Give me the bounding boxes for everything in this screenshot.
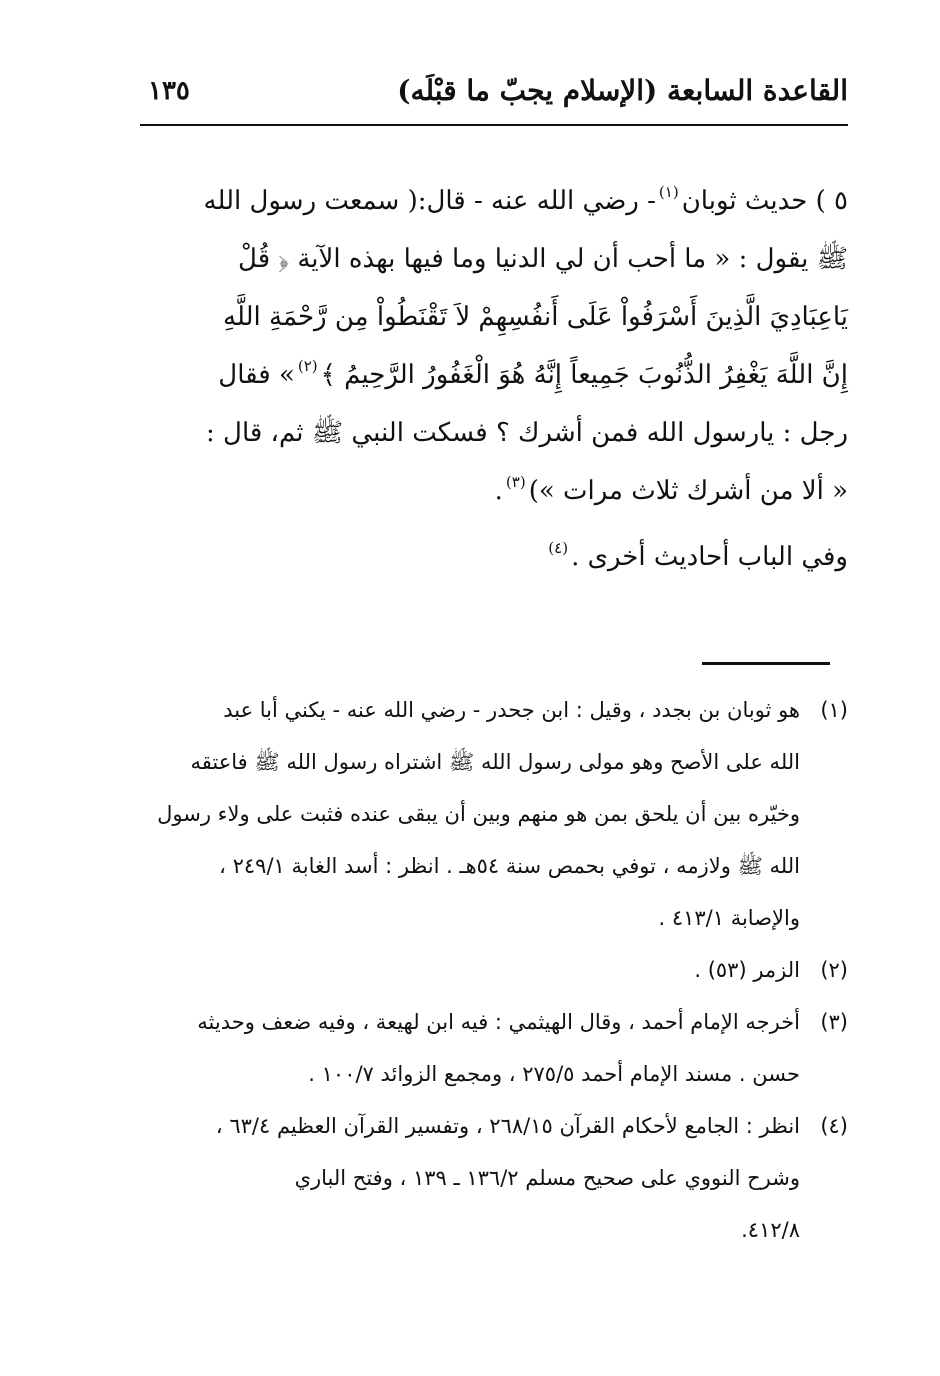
text-segment: « ألا من أشرك ثلاث مرات ») bbox=[528, 476, 848, 506]
footnote-ref: (٣) bbox=[505, 473, 526, 491]
footnote-line: ٤١٢/٨. bbox=[741, 1218, 800, 1242]
footnote-4 bbox=[140, 1100, 848, 1256]
text-segment: إِنَّ اللَّهَ يَغْفِرُ الذُّنُوبَ جَمِيعاً إِنَّهُ هُوَ الْغَفُورُ الرَّحِيمُ ﴾ bbox=[320, 360, 848, 390]
running-header bbox=[140, 68, 848, 114]
text-segment: وفي الباب أحاديث أخرى . bbox=[571, 542, 848, 572]
footnote-2 bbox=[140, 944, 848, 996]
text-line: ﷺ يقول : « ما أحب أن لي الدنيا وما فيها بهذه الآية ﴿ قُلْ bbox=[238, 244, 848, 274]
footnote-1 bbox=[140, 684, 848, 944]
main-text bbox=[140, 172, 848, 586]
text-segment: . bbox=[494, 476, 503, 506]
footnote-line: حسن . مسند الإمام أحمد ٢٧٥/٥ ، ومجمع الزوائد ١٠٠/٧ . bbox=[308, 1062, 800, 1086]
quran-verse-line bbox=[140, 346, 848, 404]
text-line bbox=[140, 172, 848, 230]
footnote-line: وشرح النووي على صحيح مسلم ١٣٦/٢ ـ ١٣٩ ، وفتح الباري bbox=[294, 1166, 800, 1190]
footnotes bbox=[140, 684, 848, 1256]
footnote-line: والإصابة ٤١٣/١ . bbox=[658, 906, 800, 930]
footnote-line: وخيّره بين أن يلحق بمن هو منهم وبين أن يبقى عنده فثبت على ولاء رسول bbox=[157, 802, 800, 826]
footnote-mark: (٢) bbox=[820, 958, 848, 982]
footnote-line: الله على الأصح وهو مولى رسول الله ﷺ اشتراه رسول الله ﷺ فاعتقه bbox=[190, 750, 800, 774]
quran-verse-line: يَاعِبَادِيَ الَّذِينَ أَسْرَفُواْ عَلَى أَنفُسِهِمْ لاَ تَقْنَطُواْ مِن رَّحْمَةِ اللَّهِ bbox=[223, 302, 848, 332]
chapter-title: القاعدة السابعة (الإسلام يجبّ ما قبْلَه) bbox=[397, 74, 848, 107]
text-line bbox=[140, 528, 848, 586]
footnote-divider bbox=[702, 662, 830, 665]
footnote-mark: (٤) bbox=[820, 1114, 848, 1138]
footnote-line: الله ﷺ ولازمه ، توفي بحمص سنة ٥٤هـ . انظر : أسد الغابة ٢٤٩/١ ، bbox=[219, 854, 800, 878]
footnote-ref: (٤) bbox=[548, 539, 569, 557]
footnote-ref: (٢) bbox=[297, 357, 318, 375]
footnote-line: أخرجه الإمام أحمد ، وقال الهيثمي : فيه ابن لهيعة ، وفيه ضعف وحديثه bbox=[197, 1010, 800, 1034]
text-line: رجل : يارسول الله فمن أشرك ؟ فسكت النبي ﷺ ثم، قال : bbox=[206, 418, 848, 448]
header-divider bbox=[140, 124, 848, 126]
footnote-ref: (١) bbox=[658, 183, 679, 201]
footnote-mark: (٣) bbox=[820, 1010, 848, 1034]
text-line bbox=[140, 462, 848, 520]
text-segment: ٥ ) حديث ثوبان bbox=[681, 186, 848, 216]
footnote-line: هو ثوبان بن بجدد ، وقيل : ابن جحدر - رضي الله عنه - يكني أبا عبد bbox=[223, 698, 800, 722]
footnote-mark: (١) bbox=[820, 698, 848, 722]
text-segment: - رضي الله عنه - قال:( سمعت رسول الله bbox=[203, 186, 656, 216]
page-number: ١٣٥ bbox=[148, 76, 190, 106]
footnote-line: الزمر (٥٣) . bbox=[694, 958, 800, 982]
text-segment: » فقال bbox=[218, 360, 295, 390]
footnote-line: انظر : الجامع لأحكام القرآن ٢٦٨/١٥ ، وتفسير القرآن العظيم ٦٣/٤ ، bbox=[215, 1114, 800, 1138]
footnote-3 bbox=[140, 996, 848, 1100]
